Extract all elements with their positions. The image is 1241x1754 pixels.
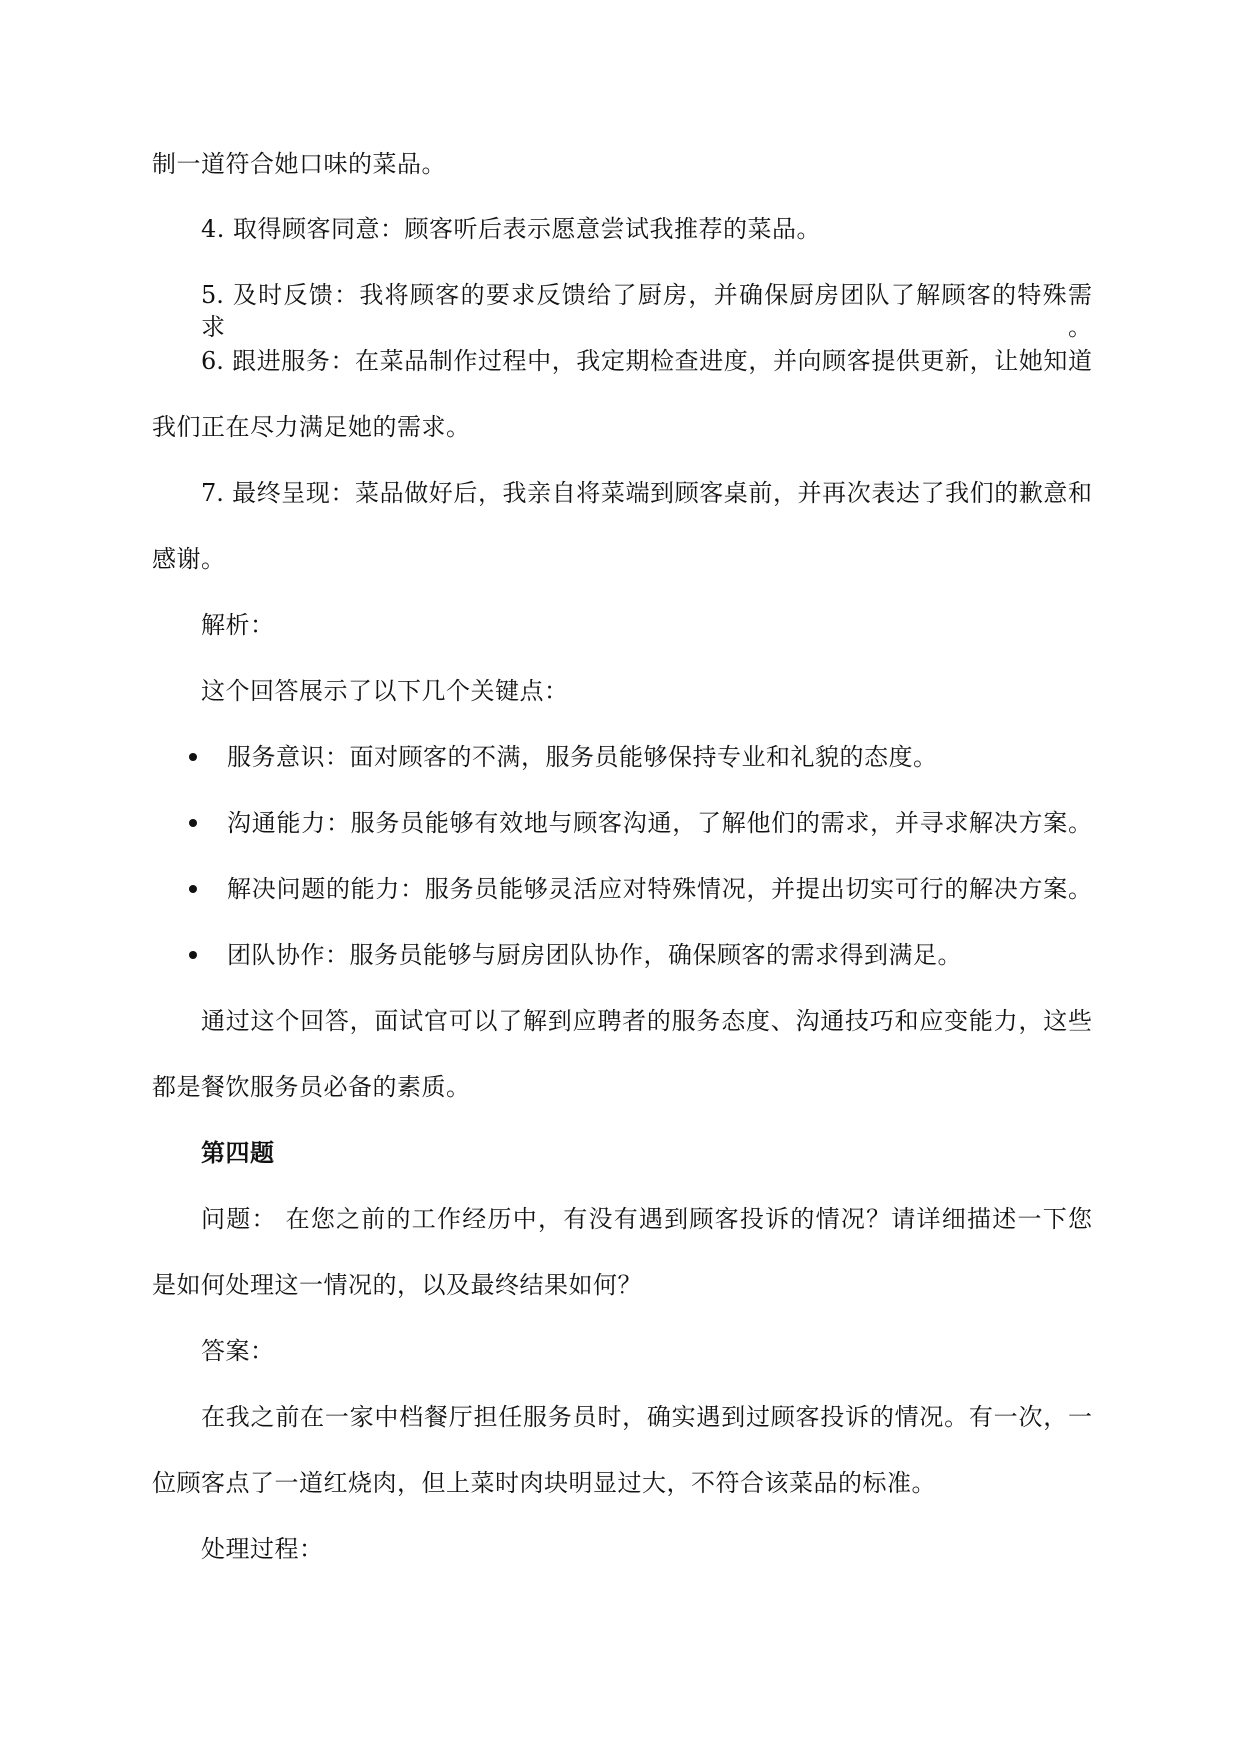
answer-line-1: 在我之前在一家中档餐厅担任服务员时，确实遇到过顾客投诉的情况。有一次，一: [201, 1403, 1092, 1431]
question-line-2: 是如何处理这一情况的，以及最终结果如何？: [152, 1271, 642, 1299]
summary-line-2: 都是餐饮服务员必备的素质。: [152, 1073, 471, 1101]
bullet-item-4: 团队协作：服务员能够与厨房团队协作，确保顾客的需求得到满足。: [227, 941, 962, 969]
answer-label: 答案：: [201, 1337, 275, 1365]
summary-line-1: 通过这个回答，面试官可以了解到应聘者的服务态度、沟通技巧和应变能力，这些: [201, 1007, 1092, 1035]
bullet-item-3: 解决问题的能力：服务员能够灵活应对特殊情况，并提出切实可行的解决方案。: [227, 875, 1092, 903]
answer-line-2: 位顾客点了一道红烧肉，但上菜时肉块明显过大，不符合该菜品的标准。: [152, 1469, 936, 1497]
section-title: 第四题: [201, 1139, 275, 1167]
bullet-dot-icon: [189, 753, 197, 761]
bullet-dot-icon: [189, 951, 197, 959]
bullet-item-2: 沟通能力：服务员能够有效地与顾客沟通，了解他们的需求，并寻求解决方案。: [227, 809, 1092, 837]
analysis-label: 解析：: [201, 611, 275, 639]
question-line-1: 问题： 在您之前的工作经历中，有没有遇到顾客投诉的情况？请详细描述一下您: [201, 1205, 1092, 1233]
step-6-line-1: 6. 跟进服务：在菜品制作过程中，我定期检查进度，并向顾客提供更新，让她知道: [201, 347, 1092, 375]
bullet-dot-icon: [189, 885, 197, 893]
step-7-line-2: 感谢。: [152, 545, 226, 573]
step-4: 4. 取得顾客同意：顾客听后表示愿意尝试我推荐的菜品。: [201, 215, 822, 243]
step-6-line-2: 我们正在尽力满足她的需求。: [152, 413, 471, 441]
paragraph-continuation: 制一道符合她口味的菜品。: [152, 150, 446, 178]
bullet-dot-icon: [189, 819, 197, 827]
document-page: [152, 0, 1092, 1754]
step-7-line-1: 7. 最终呈现：菜品做好后，我亲自将菜端到顾客桌前，并再次表达了我们的歉意和: [201, 479, 1092, 507]
analysis-intro: 这个回答展示了以下几个关键点：: [201, 677, 569, 705]
bullet-item-1: 服务意识：面对顾客的不满，服务员能够保持专业和礼貌的态度。: [227, 743, 938, 771]
step-5: 5. 及时反馈：我将顾客的要求反馈给了厨房，并确保厨房团队了解顾客的特殊需求。: [201, 281, 1092, 341]
process-label: 处理过程：: [201, 1535, 324, 1563]
